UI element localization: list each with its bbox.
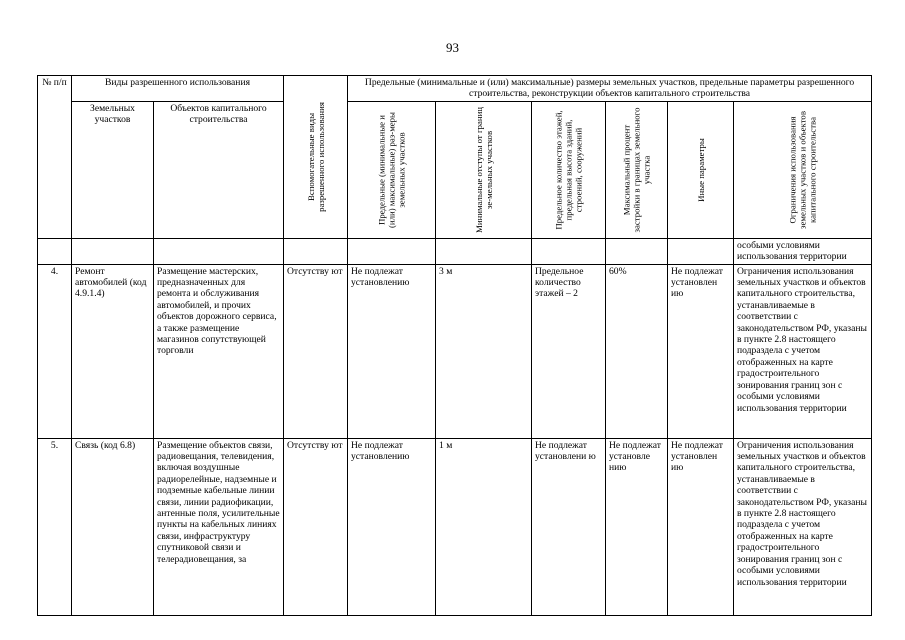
cell-empty	[38, 238, 72, 264]
cell-floors: Не подлежат установлени ю	[532, 438, 606, 615]
cell-land-use: Связь (код 6.8)	[72, 438, 154, 615]
header-auxiliary-uses-label: Вспомогательные виды разрешенного использования	[305, 102, 326, 212]
cell-continuation-restrictions: особыми условиями использования территории	[734, 238, 872, 264]
cell-capital-objects: Размещение мастерских, предназначенных для ремонта и обслуживания автомобилей, и прочих объектов дорожного сервиса, а также размещение магазинов сопутствующей торговли	[154, 264, 284, 438]
cell-plot-sizes: Не подлежат установлению	[348, 264, 436, 438]
page-number: 93	[446, 40, 459, 55]
header-other-params	[668, 101, 734, 238]
cell-empty	[606, 238, 668, 264]
cell-plot-sizes: Не подлежат установлению	[348, 438, 436, 615]
header-row-1	[38, 76, 872, 102]
cell-empty	[348, 238, 436, 264]
cell-empty	[436, 238, 532, 264]
cell-number: 4.	[38, 264, 72, 438]
cell-other-params: Не подлежат установлен ию	[668, 264, 734, 438]
cell-land-use: Ремонт автомобилей (код 4.9.1.4)	[72, 264, 154, 438]
continuation-row	[38, 238, 872, 264]
table-row	[38, 264, 872, 438]
header-max-coverage	[606, 101, 668, 238]
cell-coverage: Не подлежат установле нию	[606, 438, 668, 615]
header-permitted-uses: Виды разрешенного использования	[72, 76, 284, 102]
header-other-params-label: Иные параметры	[695, 137, 706, 202]
cell-empty	[154, 238, 284, 264]
cell-number: 5.	[38, 438, 72, 615]
cell-empty	[72, 238, 154, 264]
header-capital-objects: Объектов капитального строительства	[154, 101, 284, 238]
cell-capital-objects	[154, 438, 284, 615]
header-max-coverage-label: Максимальный процент застройки в границах земельного участка	[621, 107, 652, 233]
cell-setbacks: 1 м	[436, 438, 532, 615]
header-restrictions	[734, 101, 872, 238]
header-min-setbacks-label: Минимальные отступы от границ зе-мельных участков	[473, 106, 494, 233]
cell-coverage: 60%	[606, 264, 668, 438]
header-limits: Предельные (минимальные и (или) максимальные) размеры земельных участков, предельные параметры разрешенного строительства, реконструкции объектов капитального строительства	[348, 76, 872, 102]
cell-capital-objects-text: Размещение объектов связи, радиовещания, телевидения, включая воздушные радиорелейные, надземные и подземные кабельные линии связи, линии радиофикации, антенные поля, усилительные пункты на кабельных линиях связи, инфраструктуру спутниковой связи и телерадиовещания, за	[157, 439, 280, 565]
cell-empty	[284, 238, 348, 264]
cell-other-params: Не подлежат установлен ию	[668, 438, 734, 615]
header-number: № п/п	[38, 76, 72, 239]
table-row	[38, 438, 872, 615]
header-restrictions-label: Ограничения использования земельных участков и объектов капитального строительства	[787, 110, 818, 229]
regulations-table	[37, 75, 872, 616]
cell-auxiliary-uses: Отсутству ют	[284, 438, 348, 615]
cell-empty	[668, 238, 734, 264]
header-auxiliary-uses	[284, 76, 348, 239]
cell-setbacks: 3 м	[436, 264, 532, 438]
cell-auxiliary-uses: Отсутству ют	[284, 264, 348, 438]
cell-restrictions: Ограничения использования земельных участков и объектов капитального строительства, устанавливаемые в соответствии с законодательством РФ, указаны в пункте 2.8 настоящего подраздела с учетом отображенных на карте градостроительного зонирования границ зон с особыми условиями использования территории	[734, 264, 872, 438]
cell-empty	[532, 238, 606, 264]
header-min-setbacks	[436, 101, 532, 238]
cell-floors: Предельное количество этажей – 2	[532, 264, 606, 438]
header-land-plots: Земельных участков	[72, 101, 154, 238]
header-max-floors	[532, 101, 606, 238]
header-plot-sizes-label: Предельные (минимальные и (или) максимальные) раз-меры земельных участков	[376, 111, 407, 228]
header-plot-sizes	[348, 101, 436, 238]
cell-restrictions: Ограничения использования земельных участков и объектов капитального строительства, устанавливаемые в соответствии с законодательством РФ, указаны в пункте 2.8 настоящего подраздела с учетом отображенных на карте градостроительного зонирования границ зон с особыми условиями использования территории	[734, 438, 872, 615]
header-max-floors-label: Предельное количество этажей, предельная высота зданий, строений, сооружений	[553, 110, 584, 230]
